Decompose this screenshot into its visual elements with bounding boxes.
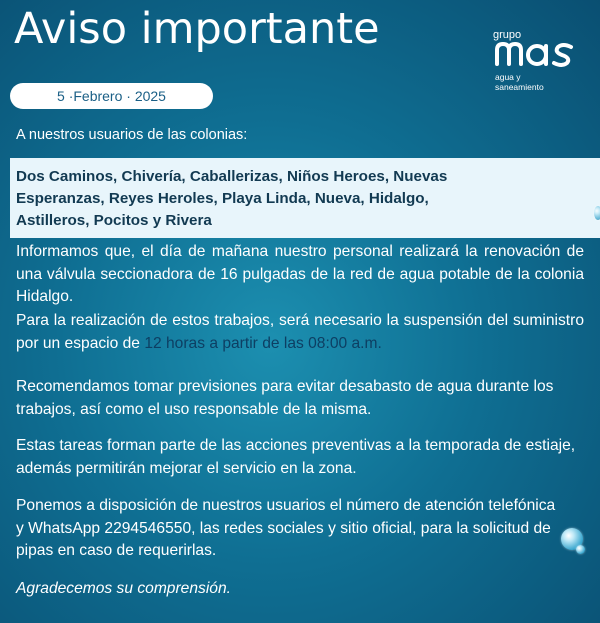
logo-subtitle-line1: agua y: [495, 72, 521, 82]
logo-mas-wordmark: [493, 34, 585, 72]
colonias-line: Esperanzas, Reyes Heroles, Playa Linda, Nueva, Hidalgo,: [16, 190, 429, 207]
colonias-line: Astilleros, Pocitos y Rivera: [16, 212, 212, 229]
paragraph-recommendation: Recomendamos tomar previsiones para evitar desabasto de agua durante los trabajos, así como el uso responsable de la misma.: [16, 378, 554, 418]
logo-group-label: grupo: [493, 29, 522, 41]
paragraph-suspension: [16, 310, 584, 355]
page-title: Aviso importante: [14, 4, 380, 54]
water-bubble-decoration: [576, 545, 585, 554]
intro-text: A nuestros usuarios de las colonias:: [16, 127, 248, 143]
date-badge: 5 ·Febrero · 2025: [10, 83, 213, 109]
suspension-time-highlight: 12 horas a partir de las 08:00 a.m.: [144, 334, 382, 352]
closing-text: Agradecemos su comprensión.: [16, 580, 231, 597]
logo-subtitle-line2: saneamiento: [495, 82, 544, 92]
paragraph-announcement: Informamos que, el día de mañana nuestro personal realizará la renovación de una válvula seccionadora de 16 pulgadas de la red de agua potable de la colonia Hidalgo.: [16, 243, 584, 305]
paragraph-preventive: Estas tareas forman parte de las acciones preventivas a la temporada de estiaje, además permitirán mejorar el servicio en la zona.: [16, 437, 576, 477]
water-bubble-decoration: [594, 206, 600, 220]
paragraph-contact: Ponemos a disposición de nuestros usuarios el número de atención telefónica y WhatsApp 2294546550, las redes sociales y sitio oficial, para la solicitud de pipas en caso de requerirlas.: [16, 497, 556, 559]
colonias-list: [16, 166, 476, 232]
grupo-mas-logo: [493, 24, 589, 96]
colonias-line: Dos Caminos, Chivería, Caballerizas, Niños Heroes, Nuevas: [16, 168, 448, 185]
suspension-text: Para la realización de estos trabajos, será necesario la suspensión del suministro por un espacio de: [16, 312, 584, 352]
